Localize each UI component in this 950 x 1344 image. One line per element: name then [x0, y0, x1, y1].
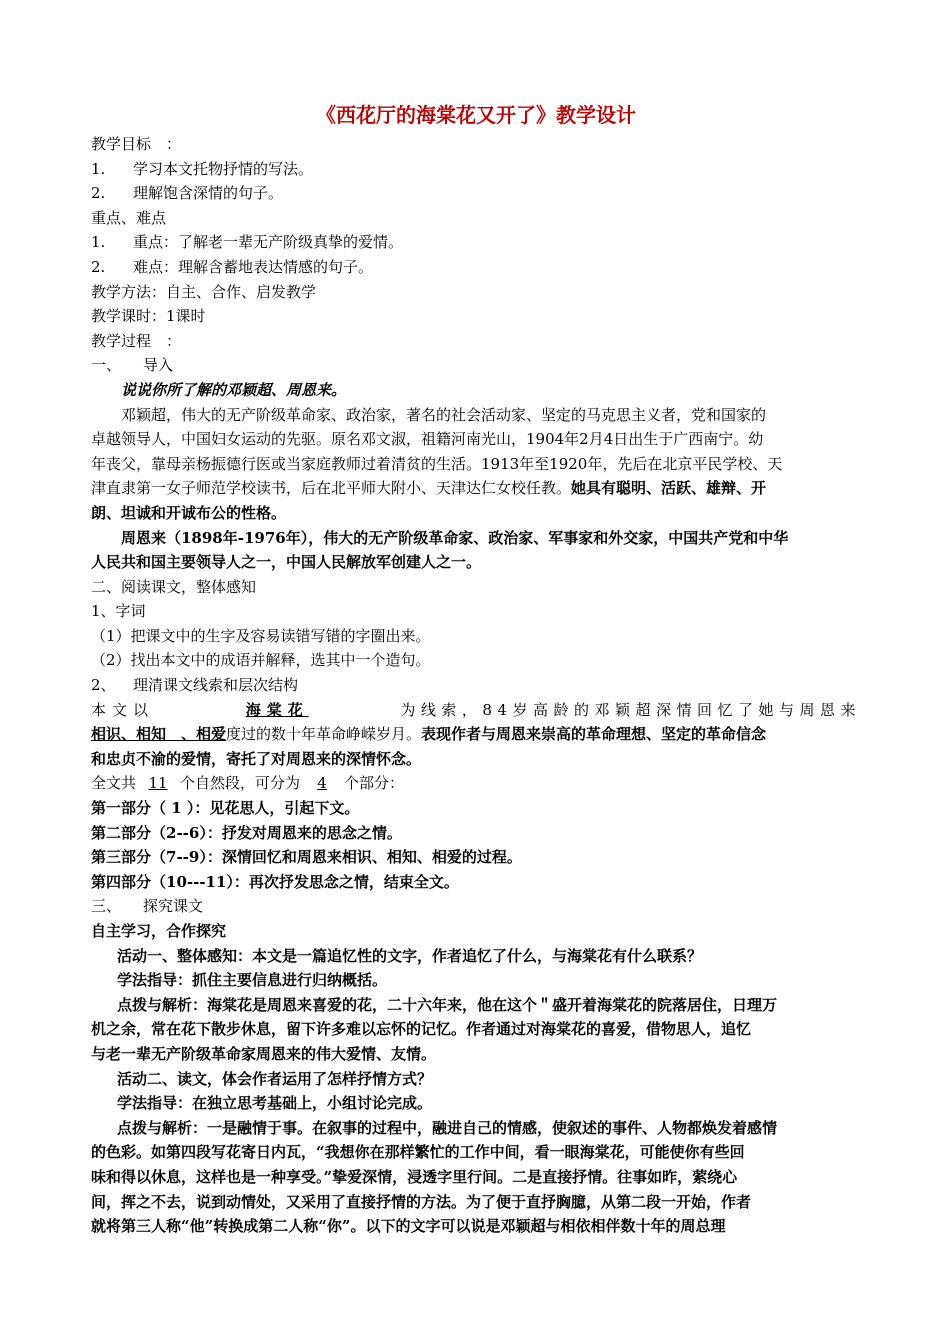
part2-sub2-num: 2、 [91, 676, 116, 695]
keypoint-num-1: 1. [91, 233, 106, 252]
teaching-method: 教学方法：自主、合作、启发教学 [91, 282, 317, 301]
deng-line-1: 邓颖超，伟大的无产阶级革命家、政治家，著名的社会活动家、坚定的马克思主义者，党和国家的 [121, 405, 767, 424]
part2-sub1: 1、字词 [91, 602, 146, 621]
teaching-hours: 教学课时：1课时 [91, 307, 206, 326]
zhou-line-1: 周恩来（1898年-1976年），伟大的无产阶级革命家、政治家、军事家和外交家，中国共产党和中华 [121, 528, 789, 547]
part3-line-3: 点拨与解析：海棠花是周恩来喜爱的花，二十六年来，他在这个＂盛开着海棠花的院落居住，日理万 [117, 995, 778, 1014]
part3-line-11: 间，挥之不去，说到动情处，又采用了直接抒情的方法。为了便于直抒胸臆，从第二段一开始，作者 [91, 1192, 752, 1211]
part3-line-4: 机之余，常在花下散步休息，留下许多难以忘怀的记忆。作者通过对海棠花的喜爱，借物思人，追忆 [91, 1020, 752, 1039]
section-4: 第四部分（10---11）：再次抒发思念之情，结束全文。 [91, 872, 459, 891]
keypoint-item-2 [91, 255, 861, 280]
part3-line-2: 学法指导：抓住主要信息进行归纳概括。 [117, 971, 388, 990]
count-blank-2: 4 [317, 774, 327, 793]
part3-line-6: 活动二、读文，体会作者运用了怎样抒情方式？ [117, 1069, 433, 1088]
zhou-line-2: 人民共和国主要领导人之一，中国人民解放军创建人之一。 [91, 553, 482, 572]
keypoint-text-1: 重点：了解老一辈无产阶级真挚的爱情。 [133, 233, 404, 252]
section-3: 第三部分（7--9）：深情回忆和周恩来相识、相知、相爱的过程。 [91, 848, 522, 867]
process-heading: 教学过程 ： [91, 331, 182, 350]
part2-sub2 [91, 673, 861, 698]
deng-line-4 [91, 476, 861, 501]
part1-prompt: 说说你所了解的邓颖超、周恩来。 [121, 380, 347, 399]
document-page [91, 98, 861, 1239]
clue-blank: 海棠花 [245, 700, 309, 719]
goal-text-2: 理解饱含深情的句子。 [133, 184, 284, 203]
clue-post: 为线索，84岁高龄的邓颖超深情回忆了她与周恩来 [400, 700, 861, 719]
deng-line-4-text: 津直隶第一女子师范学校读书，后在北平师大附小、天津达仁女校任教。 [91, 479, 572, 498]
part3-line-10: 味和得以休息，这样也是一种享受。”挚爱深情，浸透字里行间。二是直接抒情。往事如昨，萦绕心 [91, 1167, 738, 1186]
keypoints-heading: 重点、难点 [91, 208, 167, 227]
goal-item-1 [91, 157, 861, 182]
count-line [91, 771, 861, 796]
part3-sub: 自主学习，合作探究 [91, 922, 227, 940]
part3-heading-num: 三、 [91, 897, 122, 916]
part3-line-12: 就将第三人称“他”转换成第二人称“你”。以下的文字可以说是邓颖超与相依相伴数十年的周总理 [91, 1217, 726, 1236]
goal-num-1: 1. [91, 159, 106, 178]
keypoint-item-1 [91, 230, 861, 255]
part2-sub1-item1: （1）把课文中的生字及容易读错写错的字圈出来。 [91, 626, 431, 645]
clue-post-2: 度过的数十年革命峥嵘岁月。 [226, 725, 422, 744]
deng-line-3: 年丧父，靠母亲杨振德行医或当家庭教师过着清贫的生活。1913年至1920年，先后在北京平民学校、天 [91, 454, 783, 473]
part3-line-9: 的色彩。如第四段写花寄日内瓦，“我想你在那样繁忙的工作中间，看一眼海棠花，可能使你有些回 [91, 1143, 745, 1162]
count-mid: 个自然段，可分为 [180, 774, 301, 793]
goals-heading: 教学目标 ： [91, 135, 182, 153]
deng-line-2: 卓越领导人，中国妇女运动的先驱。原名邓文淑，祖籍河南光山，1904年2月4日出生于广西南宁。幼 [91, 430, 764, 449]
part3-line-1: 活动一、整体感知：本文是一篇追忆性的文字，作者追忆了什么，与海棠花有什么联系？ [117, 946, 703, 965]
count-post: 个部分： [344, 774, 405, 793]
count-pre: 全文共 [91, 774, 137, 793]
clue-line-3: 和忠贞不渝的爱情，寄托了对周恩来的深情怀念。 [91, 749, 422, 768]
clue-pre: 本文以 [91, 700, 155, 719]
section-2: 第二部分（2--6）：抒发对周恩来的思念之情。 [91, 823, 402, 842]
deng-line-5: 朗、坦诚和开诚布公的性格。 [91, 503, 287, 522]
document-title: 《西花厅的海棠花又开了》教学设计 [316, 103, 636, 127]
part3-line-8: 点拨与解析：一是融情于事。在叙事的过程中，融进自己的情感，使叙述的事件、人物都焕发着感情 [117, 1118, 778, 1137]
part2-sub1-item2: （2）找出本文中的成语并解释，选其中一个造句。 [91, 651, 431, 670]
section-1: 第一部分（ 1 ）：见花思人，引起下文。 [91, 799, 360, 818]
part1-heading-num: 一、 [91, 356, 122, 375]
clue-line-2 [91, 722, 861, 747]
goal-item-2 [91, 181, 861, 206]
part1-heading [91, 353, 861, 378]
keypoint-num-2: 2. [91, 257, 106, 276]
part3-heading-text: 探究课文 [143, 897, 204, 916]
clue-line-1 [91, 698, 861, 723]
count-blank: 11 [148, 774, 168, 793]
part2-heading: 二、阅读课文，整体感知 [91, 577, 257, 596]
part2-sub2-text: 理清课文线索和层次结构 [133, 676, 299, 695]
goal-num-2: 2. [91, 184, 106, 203]
deng-line-4-bold: 她具有聪明、活跃、雄辩、开 [571, 479, 767, 498]
part1-heading-text: 导入 [143, 356, 174, 375]
goal-text-1: 学习本文托物抒情的写法。 [133, 159, 314, 178]
clue-blank-2: 相识、相知 、相爱 [91, 725, 227, 744]
keypoint-text-2: 难点：理解含蓄地表达情感的句子。 [133, 257, 374, 276]
part3-heading [91, 894, 861, 919]
clue-bold: 表现作者与周恩来崇高的革命理想、坚定的革命信念 [421, 725, 767, 744]
part3-line-7: 学法指导：在独立思考基础上，小组讨论完成。 [117, 1094, 433, 1113]
part3-line-5: 与老一辈无产阶级革命家周恩来的伟大爱情、友情。 [91, 1044, 437, 1063]
